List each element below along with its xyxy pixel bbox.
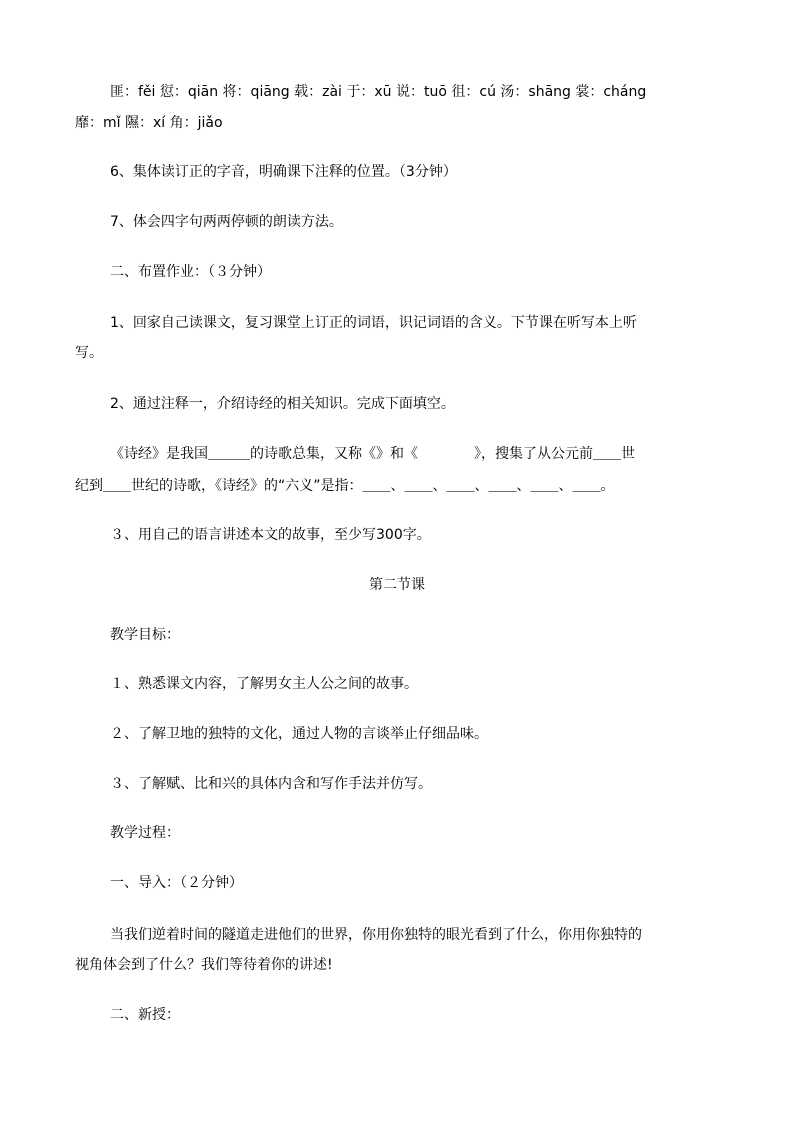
homework-1-line-1: 1、回家自己读课文，复习课堂上订正的词语，识记词语的含义。下节课在听写本上听 (110, 315, 637, 331)
goal-3: ３、了解赋、比和兴的具体内含和写作手法并仿写。 (110, 776, 432, 792)
homework-heading: 二、布置作业：（３分钟） (110, 264, 271, 280)
intro-line-2: 视角体会到了什么？我们等待着你的讲述! (75, 957, 333, 973)
process-heading: 教学过程： (110, 825, 180, 841)
goal-2: ２、了解卫地的独特的文化，通过人物的言谈举止仔细品味。 (110, 726, 488, 742)
item-6: 6、集体读订正的字音，明确课下注释的位置。（3分钟） (110, 164, 457, 180)
pinyin-line-2: 靡：mǐ 隰：xí 角：jiǎo (75, 115, 223, 131)
intro-line-1: 当我们逆着时间的隧道走进他们的世界，你用你独特的眼光看到了什么，你用你独特的 (110, 927, 642, 943)
new-lesson-heading: 二、新授： (110, 1007, 180, 1023)
homework-3: ３、用自己的语言讲述本文的故事，至少写300字。 (110, 527, 431, 543)
homework-2: 2、通过注释一，介绍诗经的相关知识。完成下面填空。 (110, 396, 455, 412)
section-title: 第二节课 (369, 577, 425, 593)
intro-heading: 一、导入：（２分钟） (110, 875, 243, 891)
item-7: 7、体会四字句两两停顿的朗读方法。 (110, 214, 343, 230)
goals-heading: 教学目标： (110, 627, 180, 643)
goal-1: １、熟悉课文内容，了解男女主人公之间的故事。 (110, 676, 418, 692)
fill-blank-line-1: 《诗经》是我国＿＿＿的诗歌总集，又称《》和《 》，搜集了从公元前＿＿世 (110, 446, 635, 462)
homework-1-line-2: 写。 (75, 345, 103, 361)
pinyin-line-1: 匪：fěi 愆：qiān 将：qiāng 载：zài 于：xū 说：tuō 徂：cú 汤：shāng 裳：cháng (110, 84, 647, 100)
fill-blank-line-2: 纪到＿＿世纪的诗歌，《诗经》的“六义”是指：＿＿、＿＿、＿＿、＿＿、＿＿、＿＿。 (75, 478, 615, 494)
